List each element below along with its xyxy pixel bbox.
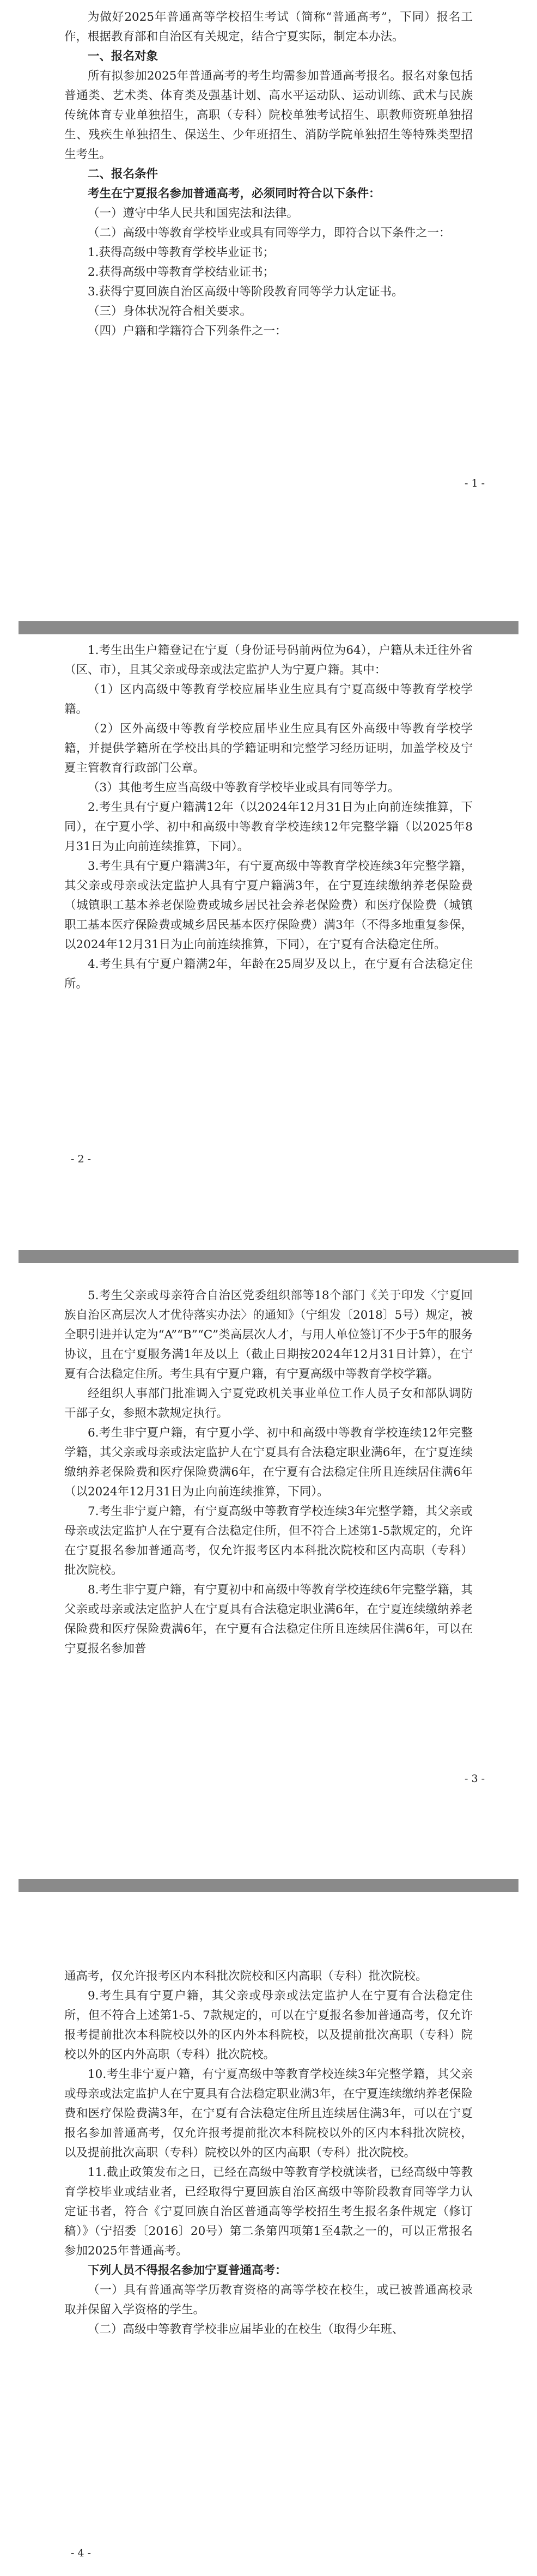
page-2-body <box>64 641 473 994</box>
page-3-body <box>64 1270 473 1659</box>
paragraph-item-8-continued: 通高考，仅允许报考区内本科批次院校和区内高职（专科）批次院校。 <box>64 1969 428 1983</box>
page-separator <box>19 1879 518 1892</box>
paragraph-item-1-sub-1: （1）区内高级中等教育学校应届毕业生应具有宁夏高级中等教育学校学籍。 <box>64 683 473 716</box>
paragraph-item-1: 1.考生出生户籍登记在宁夏（身份证号码前两位为64），户籍从未迁往外省（区、市），且其父亲或母亲或法定监护人为宁夏户籍。其中： <box>64 644 473 677</box>
paragraph-exclusion-2: （二）高级中等教育学校非应届毕业的在校生（取得少年班、 <box>88 2323 404 2336</box>
document-page-3 <box>0 1270 537 1874</box>
paragraph-condition-1: （一）遵守中华人民共和国宪法和法律。 <box>88 207 299 220</box>
paragraph-registration-targets: 所有拟参加2025年普通高考的考生均需参加普通高考报名。报名对象包括普通类、艺术类、体育类及强基计划、高水平运动队、运动训练、武术与民族传统体育专业单独招生，高职（专科）院校单独考试招生、职教师资班单独招生、残疾生单独招生、保送生、少年班招生、消防学院单独招生等特殊类型招生考生。 <box>64 69 473 161</box>
document-page-1 <box>0 0 537 615</box>
page-number: - 2 - <box>71 1153 91 1165</box>
page-1-body <box>64 0 473 341</box>
paragraph-condition-2: （二）高级中等教育学校毕业或具有同等学力，即符合以下条件之一： <box>88 226 451 240</box>
paragraph-item-9: 9.考生具有宁夏户籍，其父亲或母亲或法定监护人在宁夏有合法稳定住所，但不符合上述第1-5、7款规定的，可以在宁夏报名参加普通高考，仅允许报考提前批次本科院校以外的区内外本科院校，以及提前批次高职（专科）院校以外的区内外高职（专科）批次院校。 <box>64 1989 473 2062</box>
paragraph-condition-4: （四）户籍和学籍符合下列条件之一： <box>88 324 287 338</box>
page-separator <box>19 1250 518 1263</box>
paragraph-item-3: 3.考生具有宁夏户籍满3年，有宁夏高级中等教育学校连续3年完整学籍，其父亲或母亲或法定监护人具有宁夏户籍满3年，在宁夏连续缴纳养老保险费（城镇职工基本养老保险费或城乡居民社会养老保险费）和医疗保险费（城镇职工基本医疗保险费或城乡居民基本医疗保险费）满3年（不得多地重复参保，以2024年12月31日为止向前连续推算，下同），在宁夏有合法稳定住所。 <box>64 859 473 951</box>
paragraph-condition-2-item-1: 1.获得高级中等教育学校毕业证书； <box>88 246 275 259</box>
section-heading-registration-conditions: 二、报名条件 <box>88 167 158 181</box>
paragraph-exclusions-lead: 下列人员不得报名参加宁夏普通高考： <box>88 2264 287 2277</box>
paragraph-item-4: 4.考生具有宁夏户籍满2年，年龄在25周岁及以上，在宁夏有合法稳定住所。 <box>64 957 473 991</box>
paragraph-item-7: 7.考生非宁夏户籍，有宁夏高级中等教育学校连续3年完整学籍，其父亲或母亲或法定监护人在宁夏有合法稳定住所，但不符合上述第1-5款规定的，允许在宁夏报名参加普通高考，仅允许报考区内本科批次院校和区内高职（专科）批次院校。 <box>64 1505 473 1577</box>
paragraph-condition-2-item-3: 3.获得宁夏回族自治区高级中等阶段教育同等学力认定证书。 <box>88 285 404 299</box>
page-number: - 4 - <box>71 2547 91 2559</box>
paragraph-conditions-lead: 考生在宁夏报名参加普通高考，必须同时符合以下条件： <box>88 187 381 201</box>
paragraph-item-2: 2.考生具有宁夏户籍满12年（以2024年12月31日为止向前连续推算，下同），在宁夏小学、初中和高级中等教育学校连续12年完整学籍（以2025年8月31日为止向前连续推算，下同）。 <box>64 801 473 853</box>
document-page-4 <box>0 1899 537 2576</box>
paragraph-item-1-sub-2: （2）区外高级中等教育学校应届毕业生应具有区外高级中等教育学校学籍，并提供学籍所在学校出具的学籍证明和完整学习经历证明，加盖学校及宁夏主管教育行政部门公章。 <box>64 722 473 775</box>
paragraph-condition-3: （三）身体状况符合相关要求。 <box>88 305 252 318</box>
paragraph-item-1-sub-3: （3）其他考生应当高级中等教育学校毕业或具有同等学力。 <box>88 781 400 795</box>
page-4-body <box>64 1899 473 2339</box>
section-heading-registration-targets: 一、报名对象 <box>88 50 158 63</box>
page-number: - 1 - <box>464 477 485 489</box>
paragraph-item-6: 6.考生非宁夏户籍，有宁夏小学、初中和高级中等教育学校连续12年完整学籍，其父亲或母亲或法定监护人在宁夏具有合法稳定职业满6年，在宁夏连续缴纳养老保险费和医疗保险费满6年，在宁夏有合法稳定住所且连续居住满6年（以2024年12月31日为止向前连续推算，下同）。 <box>64 1426 473 1499</box>
paragraph-item-5: 5.考生父亲或母亲符合自治区党委组织部等18个部门《关于印发〈宁夏回族自治区高层次人才优待落实办法〉的通知》（宁组发〔2018〕5号）规定，被全职引进并认定为“A”“B”“C”类高层次人才，与用人单位签订不少于5年的服务协议，且在宁夏服务满1年及以上（截止日期按2024年12月31日计算），在宁夏有合法稳定住所。考生具有宁夏户籍，有宁夏高级中等教育学校学籍。 <box>64 1289 473 1381</box>
paragraph-condition-2-item-2: 2.获得高级中等教育学校结业证书； <box>88 265 275 279</box>
paragraph-item-10: 10.考生非宁夏户籍，有宁夏高级中等教育学校连续3年完整学籍，其父亲或母亲或法定监护人在宁夏具有合法稳定职业满3年，在宁夏连续缴纳养老保险费和医疗保险费满3年，在宁夏有合法稳定住所且连续居住满3年，可以在宁夏报名参加普通高考，仅允许报考提前批次本科院校以外的区内本科批次院校，以及提前批次高职（专科）院校以外的区内高职（专科）批次院校。 <box>64 2068 473 2160</box>
page-number: - 3 - <box>464 1773 485 1785</box>
intro-paragraph: 为做好2025年普通高等学校招生考试（简称“普通高考”，下同）报名工作，根据教育部和自治区有关规定，结合宁夏实际，制定本办法。 <box>64 10 473 44</box>
paragraph-item-8: 8.考生非宁夏户籍，有宁夏初中和高级中等教育学校连续6年完整学籍，其父亲或母亲或法定监护人在宁夏具有合法稳定职业满6年，在宁夏连续缴纳养老保险费和医疗保险费满6年，在宁夏有合法稳定住所且连续居住满6年，可以在宁夏报名参加普 <box>64 1583 473 1656</box>
paragraph-item-5-note: 经组织人事部门批准调入宁夏党政机关事业单位工作人员子女和部队调防干部子女，参照本款规定执行。 <box>64 1387 473 1420</box>
page-separator <box>19 621 518 634</box>
paragraph-exclusion-1: （一）具有普通高等学历教育资格的高等学校在校生，或已被普通高校录取并保留入学资格的学生。 <box>64 2283 473 2317</box>
document-page-2 <box>0 641 537 1245</box>
paragraph-item-11: 11.截止政策发布之日，已经在高级中等教育学校就读者，已经高级中等教育学校毕业或结业者，已经取得宁夏回族自治区高级中等阶段教育同等学力认定证书者，符合《宁夏回族自治区普通高等学校招生考生报名条件规定（修订稿）》（宁招委〔2016〕20号）第二条第四项第1至4款之一的，可以正常报名参加2025年普通高考。 <box>64 2166 473 2258</box>
